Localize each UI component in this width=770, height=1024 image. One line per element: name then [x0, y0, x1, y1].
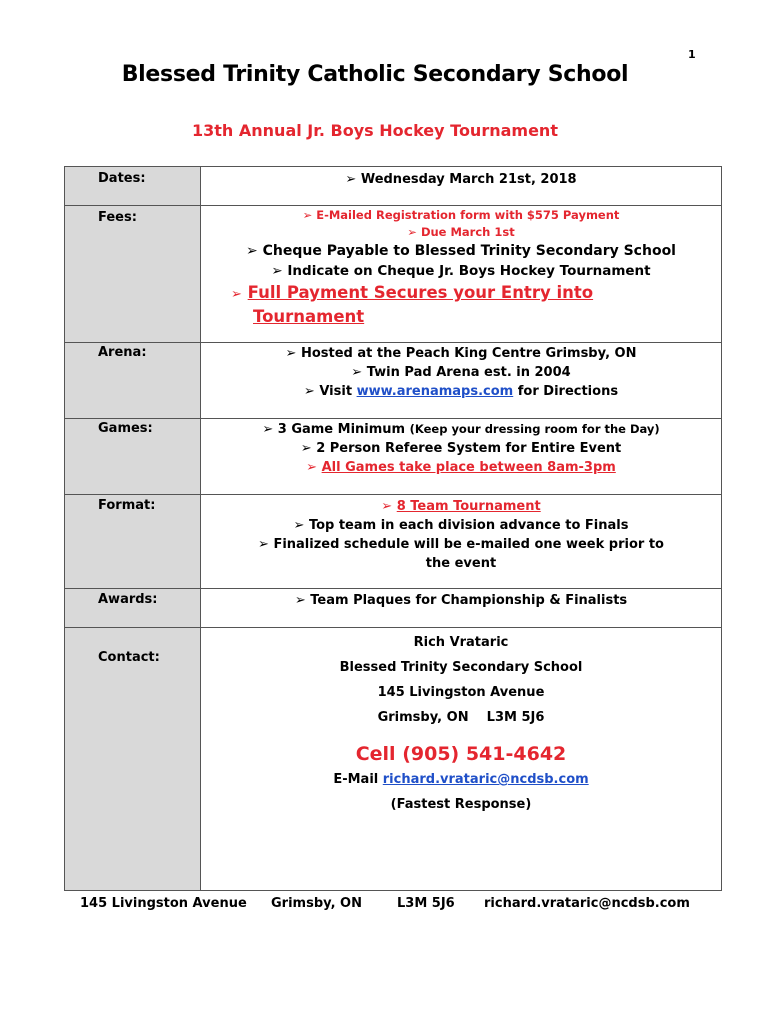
games-line-1: [207, 420, 715, 439]
arena-maps-link[interactable]: www.arenamaps.com: [356, 384, 514, 399]
format-finals: Top team in each division advance to Finals: [308, 518, 629, 533]
format-line-4: [207, 554, 715, 573]
arrow-bullet-icon: ➢: [351, 365, 363, 380]
arena-line-1: [207, 344, 715, 363]
arena-visit-text: Visit: [319, 384, 353, 399]
content-format: [201, 495, 722, 589]
fees-due-date: Due March 1st: [420, 225, 515, 239]
content-arena: [201, 343, 722, 419]
contact-street: 145 Livingston Avenue: [377, 685, 545, 700]
content-dates: [201, 167, 722, 206]
school-title: Blessed Trinity Catholic Secondary School: [121, 62, 629, 87]
arrow-bullet-icon: ➢: [345, 172, 357, 187]
label-fees: Fees:: [65, 206, 201, 343]
row-awards: [65, 589, 722, 628]
content-games: [201, 419, 722, 495]
row-games: [65, 419, 722, 495]
arena-host: Hosted at the Peach King Centre Grimsby, ON: [300, 346, 637, 361]
label-format: Format:: [65, 495, 201, 589]
label-awards: Awards:: [65, 589, 201, 628]
arrow-bullet-icon: ➢: [285, 346, 297, 361]
arrow-bullet-icon: ➢: [258, 537, 269, 552]
fees-cheque-note: Indicate on Cheque Jr. Boys Hockey Tournament: [287, 263, 651, 279]
format-team-count: 8 Team Tournament: [396, 499, 541, 514]
info-table: [64, 166, 722, 891]
row-dates: [65, 167, 722, 206]
label-contact: Contact:: [65, 628, 201, 891]
fees-line-3: [207, 241, 715, 262]
content-awards: [201, 589, 722, 628]
contact-email-line: [207, 767, 715, 792]
content-contact: [201, 628, 722, 891]
row-contact: [65, 628, 722, 891]
arrow-bullet-icon: ➢: [381, 499, 393, 514]
awards-plaques: Team Plaques for Championship & Finalists: [310, 593, 628, 608]
arrow-bullet-icon: ➢: [262, 422, 274, 437]
row-fees: [65, 206, 722, 343]
games-line-3: [207, 458, 715, 477]
awards-line-1: [207, 591, 715, 610]
format-schedule: Finalized schedule will be e-mailed one week prior to: [273, 537, 664, 552]
dates-value: Wednesday March 21st, 2018: [360, 172, 577, 187]
fees-line-2: [207, 224, 715, 241]
games-line-2: [207, 439, 715, 458]
tournament-subtitle: 13th Annual Jr. Boys Hockey Tournament: [192, 121, 558, 140]
contact-name: Rich Vrataric: [413, 635, 509, 650]
format-line-1: [207, 497, 715, 516]
games-time-window: All Games take place between 8am-3pm: [321, 460, 616, 475]
arrow-bullet-icon: ➢: [231, 287, 242, 302]
content-fees: [201, 206, 722, 343]
label-dates: Dates:: [65, 167, 201, 206]
fees-line-4: [207, 262, 715, 281]
fees-cheque-payable: Cheque Payable to Blessed Trinity Secondary School: [262, 243, 676, 259]
arrow-bullet-icon: ➢: [407, 225, 417, 239]
footer-email: richard.vrataric@ncdsb.com: [484, 896, 690, 911]
dates-line: [207, 170, 715, 189]
contact-note: (Fastest Response): [390, 797, 532, 812]
arrow-bullet-icon: ➢: [271, 263, 283, 279]
games-dressing-room-note: (Keep your dressing room for the Day): [409, 422, 660, 436]
format-line-2: [207, 516, 715, 535]
games-minimum: 3 Game Minimum: [277, 422, 406, 437]
label-arena: Arena:: [65, 343, 201, 419]
label-games: Games:: [65, 419, 201, 495]
footer-postal: L3M 5J6: [397, 896, 455, 911]
contact-school: Blessed Trinity Secondary School: [339, 660, 583, 675]
arrow-bullet-icon: ➢: [306, 460, 318, 475]
contact-email-link[interactable]: richard.vrataric@ncdsb.com: [382, 772, 589, 787]
row-arena: [65, 343, 722, 419]
arrow-bullet-icon: ➢: [294, 593, 306, 608]
fees-line-6: [207, 306, 715, 327]
format-line-3: [207, 535, 715, 554]
arena-line-2: [207, 363, 715, 382]
contact-city: Grimsby, ON L3M 5J6: [377, 710, 545, 725]
contact-cell: Cell (905) 541-4642: [355, 743, 567, 765]
fees-full-payment-text: Full Payment Secures your Entry into: [247, 283, 594, 302]
arrow-bullet-icon: ➢: [302, 208, 313, 222]
row-format: [65, 495, 722, 589]
contact-email-prefix: E-Mail: [333, 772, 379, 787]
format-schedule-2: the event: [425, 556, 497, 571]
arena-directions-text: for Directions: [517, 384, 619, 399]
games-referee: 2 Person Referee System for Entire Event: [316, 441, 622, 456]
fees-registration-text: E-Mailed Registration form with $575 Payment: [316, 208, 620, 222]
footer-street: 145 Livingston Avenue: [80, 896, 247, 911]
arrow-bullet-icon: ➢: [293, 518, 305, 533]
fees-full-payment-text-2: Tournament: [253, 307, 365, 326]
fees-line-1: [207, 207, 715, 224]
arrow-bullet-icon: ➢: [303, 384, 315, 399]
page-number: 1: [688, 48, 696, 61]
arena-established: Twin Pad Arena est. in 2004: [366, 365, 571, 380]
arrow-bullet-icon: ➢: [246, 243, 258, 259]
arena-line-3: [207, 382, 715, 401]
arrow-bullet-icon: ➢: [300, 441, 312, 456]
footer-city: Grimsby, ON: [271, 896, 362, 911]
fees-line-5: [207, 281, 715, 306]
